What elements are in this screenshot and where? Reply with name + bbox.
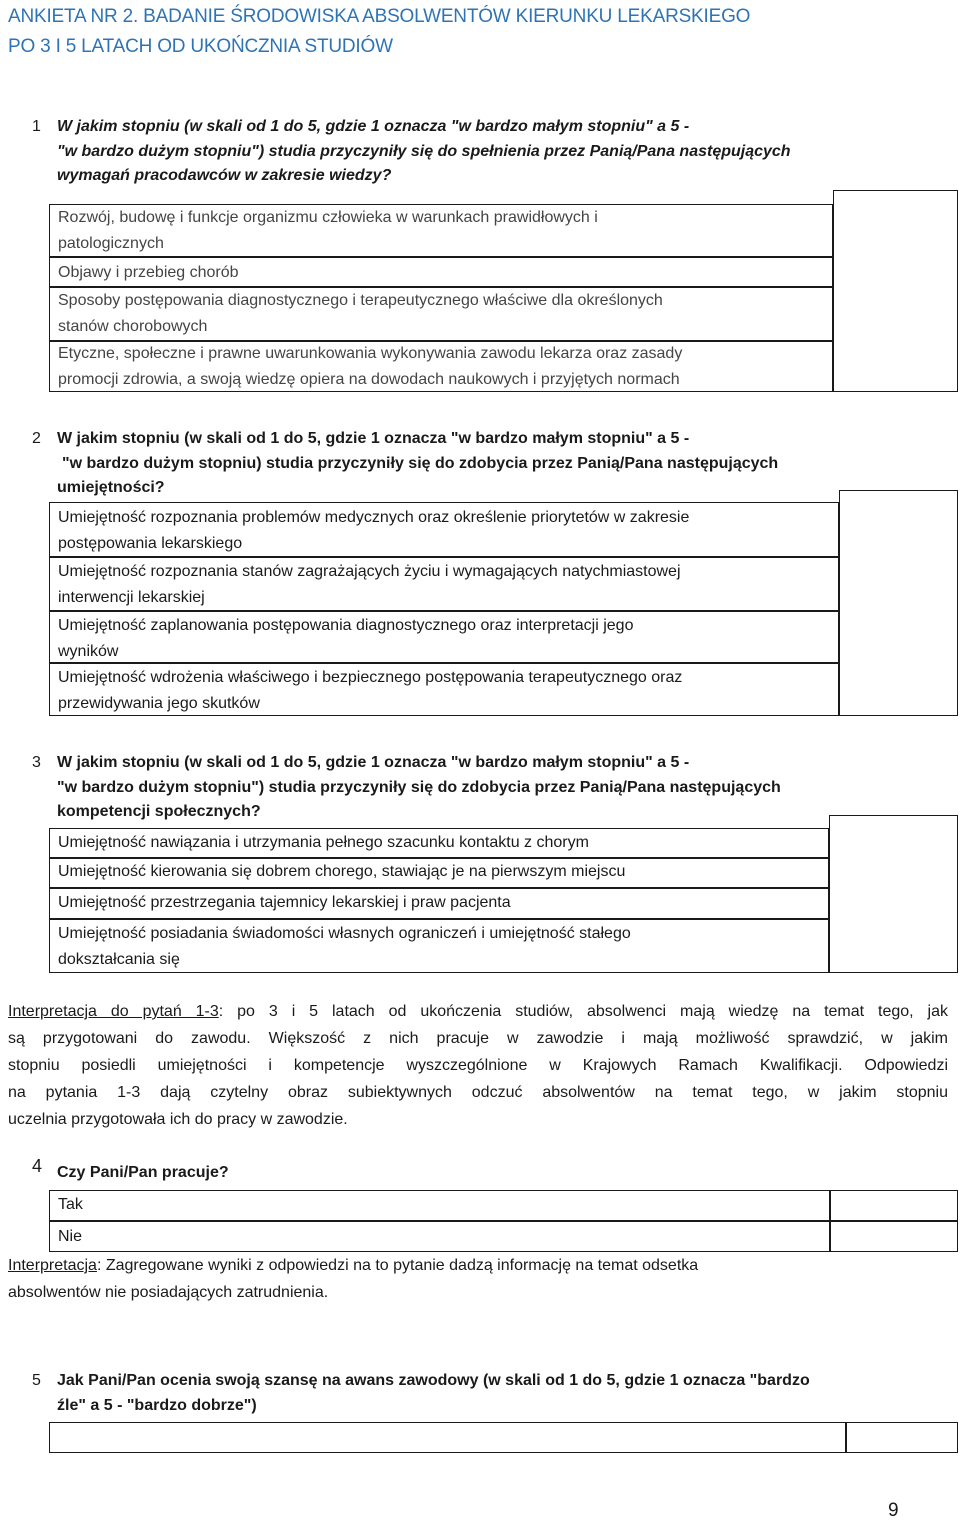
question-3-text (57, 751, 947, 825)
page-subtitle: PO 3 I 5 LATACH OD UKOŃCZNIA STUDIÓW (8, 36, 393, 57)
q2-item-3: Umiejętność zaplanowania postępowania diagnostycznego oraz interpretacji jego wyników (58, 617, 634, 660)
question-1-number: 1 (32, 118, 41, 135)
q2-answer-box[interactable] (839, 490, 958, 716)
q5-answer-cell[interactable] (847, 1423, 957, 1452)
q3-item-1: Umiejętność nawiązania i utrzymania pełnego szacunku kontaktu z chorym (58, 834, 589, 851)
page-title: ANKIETA NR 2. BADANIE ŚRODOWISKA ABSOLWENTÓW KIERUNKU LEKARSKIEGO (8, 6, 751, 27)
question-2-line: umiejętności? (57, 479, 165, 496)
question-2-line: W jakim stopniu (w skali od 1 do 5, gdzie 1 oznacza "w bardzo małym stopniu" a 5 - (57, 430, 690, 447)
question-4-text: Czy Pani/Pan pracuje? (57, 1164, 229, 1181)
q2-item-2: Umiejętność rozpoznania stanów zagrażających życiu i wymagających natychmiastowej interwencji lekarskiej (58, 563, 681, 606)
question-3-line: "w bardzo dużym stopniu") studia przyczyniły się do zdobycia przez Panią/Pana następujących (57, 778, 781, 796)
q3-item-3: Umiejętność przestrzegania tajemnicy lekarskiej i praw pacjenta (58, 894, 511, 911)
page-number: 9 (888, 1500, 899, 1521)
interpretation-label: Interpretacja do pytań 1-3 (8, 1003, 219, 1020)
interpretation-1-3: Interpretacja do pytań 1-3: po 3 i 5 latach od ukończenia studiów, absolwenci mają wiedzę na temat tego, jak są przygotowani do zawodu. Większość z nich pracuje w zawodzie i mają możliwość sprawdzić, w jakim stopniu posiedli umiejętności i kompetencje wyszczególnione w Krajowych Ramach Kwalifikacji. Odpowiedzi na pytania 1-3 dają czytelny obraz subiektywnych odczuć absolwentów na temat tego, w jakim stopniu uczelnia przygotowała ich do pracy w zawodzie. (8, 1003, 948, 1128)
interpretation-4: Interpretacja: Zagregowane wyniki z odpowiedzi na to pytanie dadzą informację na temat odsetka absolwentów nie posiadających zatrudnienia. (8, 1257, 699, 1301)
q4-answer-no-cell[interactable] (831, 1222, 957, 1251)
question-2-text (57, 427, 947, 501)
question-4-number: 4 (32, 1156, 43, 1176)
row-divider (49, 256, 833, 258)
q4-answer-yes-cell[interactable] (831, 1191, 957, 1220)
question-3-line: kompetencji społecznych? (57, 803, 261, 820)
question-3-number: 3 (32, 754, 41, 771)
interpretation-label: Interpretacja (8, 1257, 97, 1274)
q1-answer-box[interactable] (833, 190, 958, 392)
q3-item-4: Umiejętność posiadania świadomości własnych ograniczeń i umiejętność stałego dokształcania się (58, 925, 631, 968)
q1-item-3: Sposoby postępowania diagnostycznego i terapeutycznego właściwe dla określonych stanów chorobowych (58, 292, 663, 335)
q1-item-1: Rozwój, budowę i funkcje organizmu człowieka w warunkach prawidłowych i patologicznych (58, 209, 598, 252)
q2-item-1: Umiejętność rozpoznania problemów medycznych oraz określenie priorytetów w zakresie postępowania lekarskiego (58, 509, 690, 552)
q4-option-yes: Tak (58, 1196, 83, 1213)
question-1-line: wymagań pracodawców w zakresie wiedzy? (57, 167, 392, 184)
question-3-line: W jakim stopniu (w skali od 1 do 5, gdzie 1 oznacza "w bardzo małym stopniu" a 5 - (57, 754, 690, 771)
q4-option-no: Nie (58, 1228, 83, 1245)
question-1-line: W jakim stopniu (w skali od 1 do 5, gdzie 1 oznacza "w bardzo małym stopniu" a 5 - (57, 118, 690, 135)
question-5-number: 5 (32, 1372, 41, 1389)
q1-item-4: Etyczne, społeczne i prawne uwarunkowania wykonywania zawodu lekarza oraz zasady promocji zdrowia, a swoją wiedzę opiera na dowodach naukowych i przyjętych normach (58, 345, 683, 388)
q3-answer-box[interactable] (829, 815, 958, 973)
q2-item-4: Umiejętność wdrożenia właściwego i bezpiecznego postępowania terapeutycznego oraz przewidywania jego skutków (58, 669, 683, 712)
row-divider (49, 1220, 958, 1222)
q3-item-2: Umiejętność kierowania się dobrem chorego, stawiając je na pierwszym miejscu (58, 863, 626, 880)
question-5-text: Jak Pani/Pan ocenia swoją szansę na awans zawodowy (w skali od 1 do 5, gdzie 1 oznacza "bardzo źle" a 5 - "bardzo dobrze") (57, 1372, 810, 1414)
q1-item-2: Objawy i przebieg chorób (58, 264, 239, 281)
question-2-number: 2 (32, 430, 41, 447)
question-1-text (57, 115, 947, 189)
question-5-answer-table (49, 1422, 958, 1453)
question-1-line: "w bardzo dużym stopniu") studia przyczyniły się do spełnienia przez Panią/Pana następujących (57, 142, 791, 160)
question-2-line: "w bardzo dużym stopniu) studia przyczyniły się do zdobycia przez Panią/Pana następujących (62, 454, 779, 472)
